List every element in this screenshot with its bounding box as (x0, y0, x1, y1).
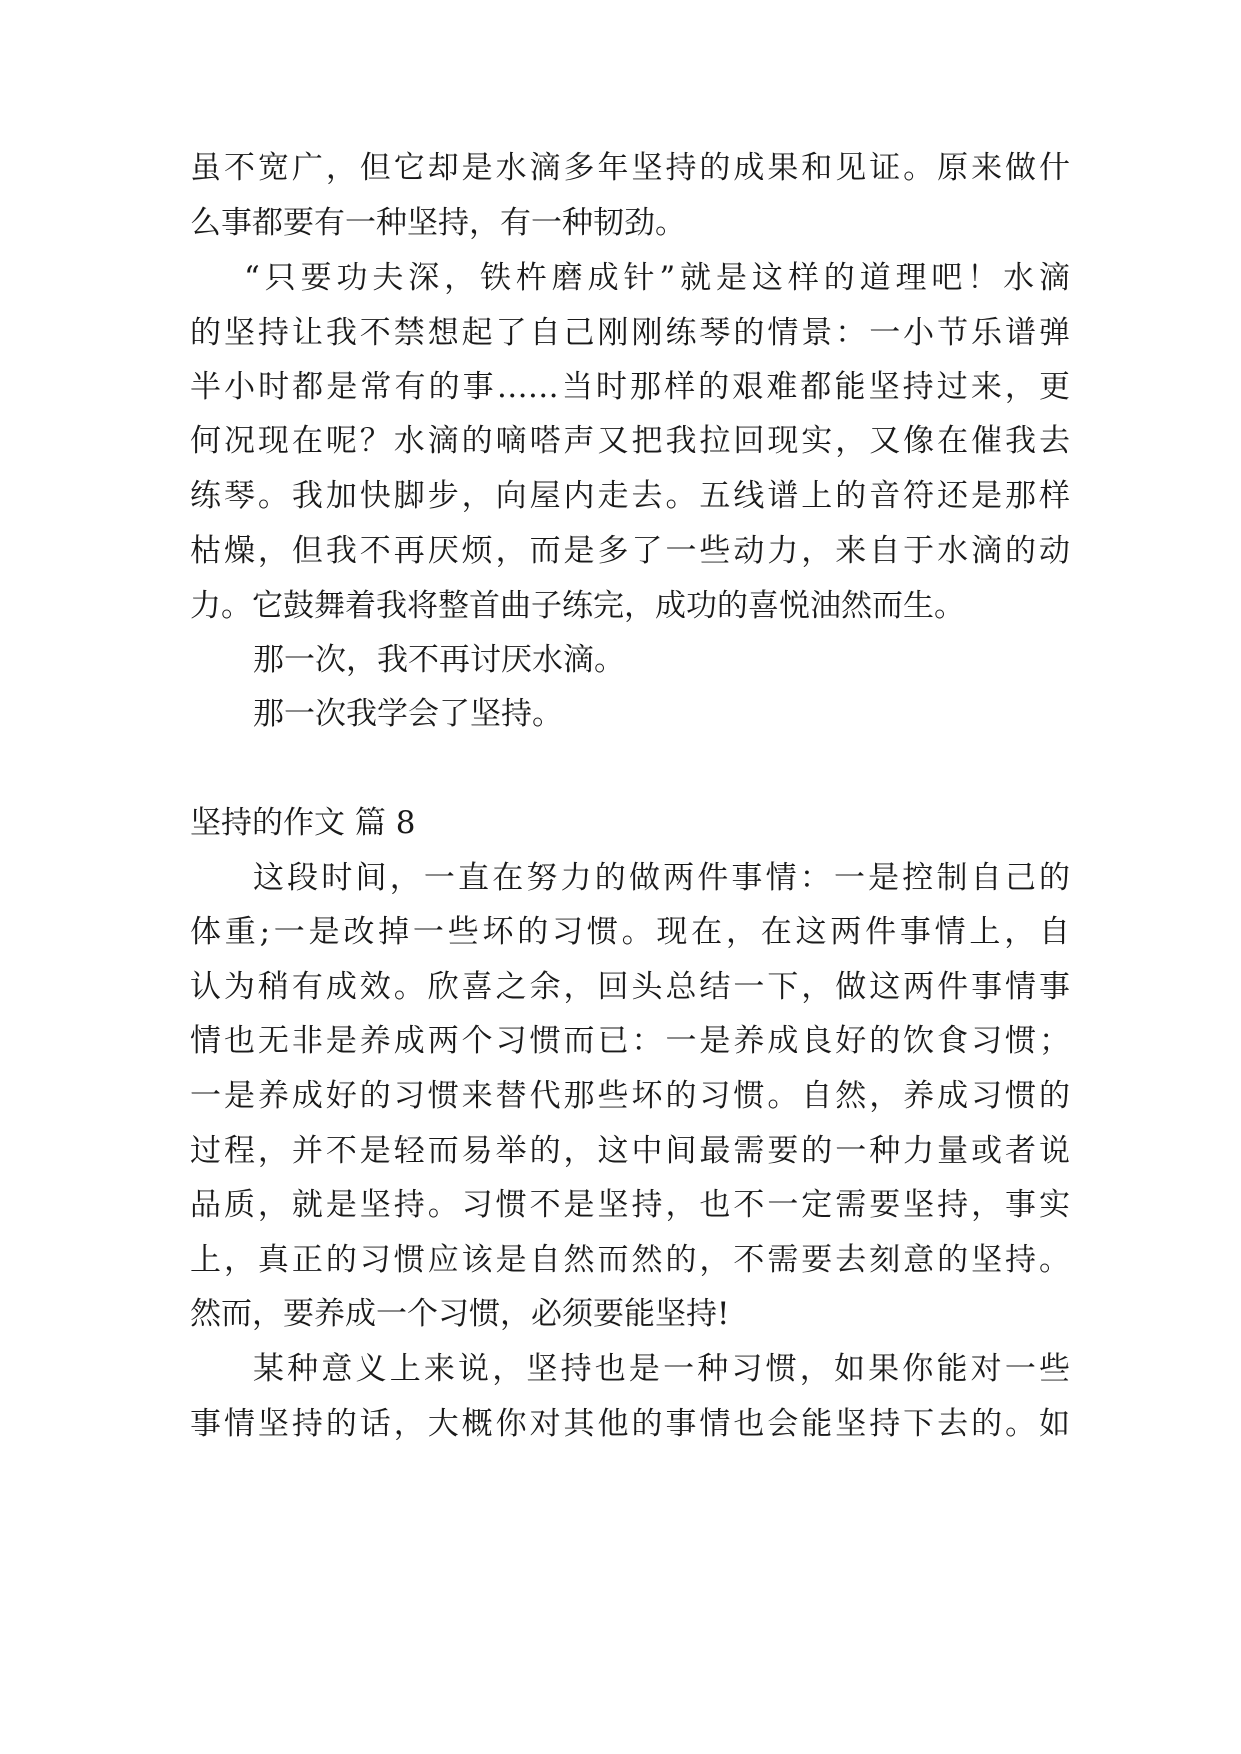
paragraph-line: 过程，并不是轻而易举的，这中间最需要的一种力量或者说 (190, 1133, 1070, 1169)
paragraph-line: 然而，要养成一个习惯，必须要能坚持! (190, 1296, 730, 1332)
paragraph-line: 何况现在呢？水滴的嘀嗒声又把我拉回现实，又像在催我去 (190, 423, 1070, 459)
paragraph-line: 体重;一是改掉一些坏的习惯。现在，在这两件事情上，自 (190, 914, 1070, 950)
section-heading: 坚持的作文 篇 8 (190, 805, 416, 841)
paragraph-line: 虽不宽广，但它却是水滴多年坚持的成果和见证。原来做什 (190, 150, 1070, 186)
paragraph-line: 力。它鼓舞着我将整首曲子练完，成功的喜悦油然而生。 (190, 588, 965, 624)
paragraph-line: 么事都要有一种坚持，有一种韧劲。 (190, 205, 686, 241)
paragraph-line: 那一次，我不再讨厌水滴。 (253, 642, 625, 678)
paragraph-line: 这段时间，一直在努力的做两件事情：一是控制自己的 (253, 860, 1070, 896)
paragraph-line: “只要功夫深，铁杵磨成针”就是这样的道理吧！水滴 (244, 260, 1070, 296)
paragraph-line: 那一次我学会了坚持。 (253, 696, 563, 732)
paragraph-line: 一是养成好的习惯来替代那些坏的习惯。自然，养成习惯的 (190, 1078, 1070, 1114)
paragraph-line: 半小时都是常有的事……当时那样的艰难都能坚持过来，更 (190, 369, 1070, 405)
paragraph-line: 上，真正的习惯应该是自然而然的，不需要去刻意的坚持。 (190, 1242, 1070, 1278)
paragraph-line: 情也无非是养成两个习惯而已：一是养成良好的饮食习惯； (190, 1023, 1070, 1059)
paragraph-line: 某种意义上来说，坚持也是一种习惯，如果你能对一些 (253, 1351, 1070, 1387)
paragraph-line: 枯燥，但我不再厌烦，而是多了一些动力，来自于水滴的动 (190, 533, 1070, 569)
paragraph-line: 事情坚持的话，大概你对其他的事情也会能坚持下去的。如 (190, 1406, 1070, 1442)
paragraph-line: 的坚持让我不禁想起了自己刚刚练琴的情景：一小节乐谱弹 (190, 315, 1070, 351)
paragraph-line: 练琴。我加快脚步，向屋内走去。五线谱上的音符还是那样 (190, 478, 1070, 514)
paragraph-line: 认为稍有成效。欣喜之余，回头总结一下，做这两件事情事 (190, 969, 1070, 1005)
paragraph-line: 品质，就是坚持。习惯不是坚持，也不一定需要坚持，事实 (190, 1187, 1070, 1223)
